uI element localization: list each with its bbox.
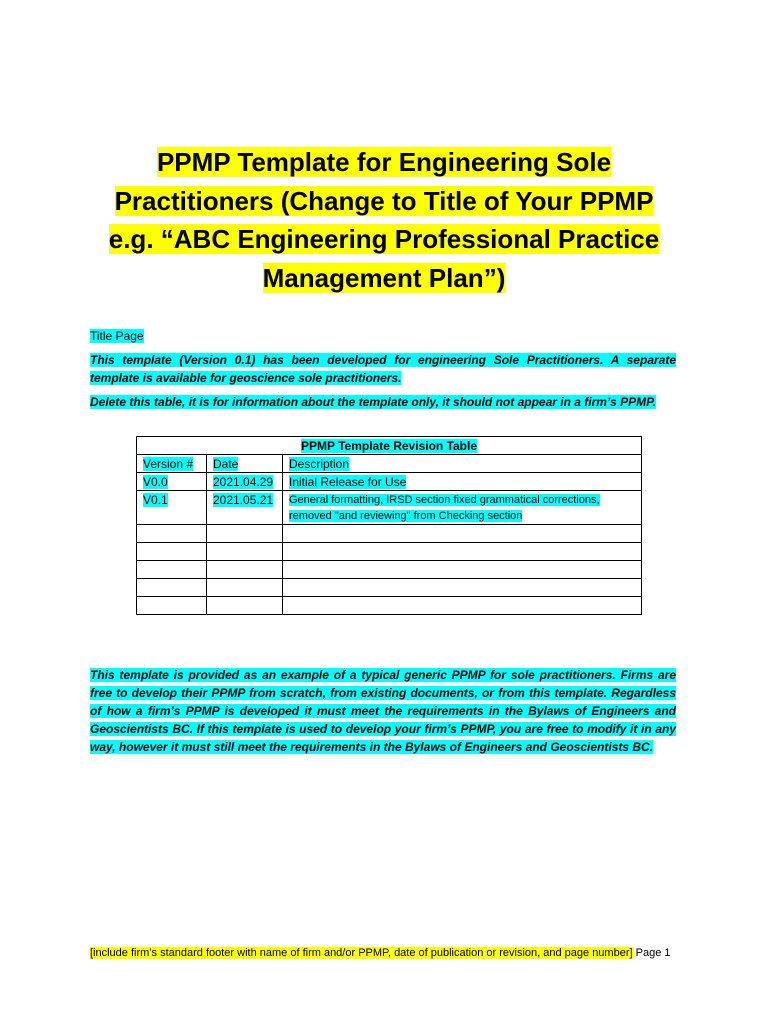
table-header-row bbox=[137, 455, 642, 473]
table-row bbox=[137, 491, 642, 525]
footer-page-label: Page bbox=[635, 947, 662, 959]
table-row bbox=[137, 597, 642, 615]
header-version: Version # bbox=[137, 455, 207, 473]
row-description bbox=[283, 525, 642, 543]
title-line-3: e.g. “ABC Engineering Professional Practice bbox=[108, 224, 660, 254]
header-date: Date bbox=[207, 455, 283, 473]
table-caption: PPMP Template Revision Table bbox=[137, 437, 642, 455]
row-date bbox=[207, 579, 283, 597]
title-line-4: Management Plan”) bbox=[262, 262, 506, 293]
page-footer bbox=[90, 944, 680, 962]
intro-paragraph bbox=[90, 351, 676, 387]
section-label bbox=[90, 327, 676, 345]
footer-page-number: 1 bbox=[664, 947, 671, 959]
footer-placeholder: [include firm’s standard footer with name of firm and/or PPMP, date of publication or revision, and page number] bbox=[90, 947, 633, 959]
intro-paragraph-text: This template (Version 0.1) has been developed for engineering Sole Practitioners. A separate template is available for geoscience sole practitioners. bbox=[90, 353, 676, 385]
row-date: 2021.04.29 bbox=[207, 473, 283, 491]
row-version bbox=[137, 597, 207, 615]
table-row bbox=[137, 579, 642, 597]
row-date: 2021.05.21 bbox=[207, 491, 283, 525]
row-version bbox=[137, 579, 207, 597]
row-description: Initial Release for Use bbox=[283, 473, 642, 491]
row-date bbox=[207, 561, 283, 579]
header-description: Description bbox=[283, 455, 642, 473]
delete-note-text: Delete this table, it is for information about the template only, it should not appear in a firm’s PPMP. bbox=[90, 395, 656, 409]
delete-note bbox=[90, 393, 676, 411]
row-description bbox=[283, 543, 642, 561]
row-date bbox=[207, 525, 283, 543]
row-description bbox=[283, 579, 642, 597]
title-line-1: PPMP Template for Engineering Sole bbox=[156, 147, 612, 177]
table-row bbox=[137, 473, 642, 491]
row-description: General formatting, IRSD section fixed grammatical corrections, removed "and reviewing" from Checking section bbox=[283, 491, 642, 525]
table-row bbox=[137, 543, 642, 561]
row-version bbox=[137, 525, 207, 543]
revision-table bbox=[136, 436, 642, 615]
row-version bbox=[137, 561, 207, 579]
row-description bbox=[283, 561, 642, 579]
document-title bbox=[80, 143, 688, 297]
table-row bbox=[137, 561, 642, 579]
row-date bbox=[207, 543, 283, 561]
table-row bbox=[137, 525, 642, 543]
row-version: V0.1 bbox=[137, 491, 207, 525]
title-line-2: Practitioners (Change to Title of Your PPMP bbox=[114, 185, 654, 216]
row-version bbox=[137, 543, 207, 561]
row-date bbox=[207, 597, 283, 615]
body-paragraph-text: This template is provided as an example of a typical generic PPMP for sole practitioners. Firms are free to develop their PPMP from scratch, from existing documents, or from this template. Regardless of how a firm’s PPMP is developed it must meet the requirements in the Bylaws of Engineers and Geoscientists BC. If this template is used to develop your firm’s PPMP, you are free to modify it in any way, however it must still meet the requirements in the Bylaws of Engineers and Geoscientists BC. bbox=[90, 668, 676, 755]
row-version: V0.0 bbox=[137, 473, 207, 491]
body-paragraph bbox=[90, 666, 676, 756]
row-description bbox=[283, 597, 642, 615]
section-label-text: Title Page bbox=[90, 329, 144, 343]
table-caption-row bbox=[137, 437, 642, 455]
